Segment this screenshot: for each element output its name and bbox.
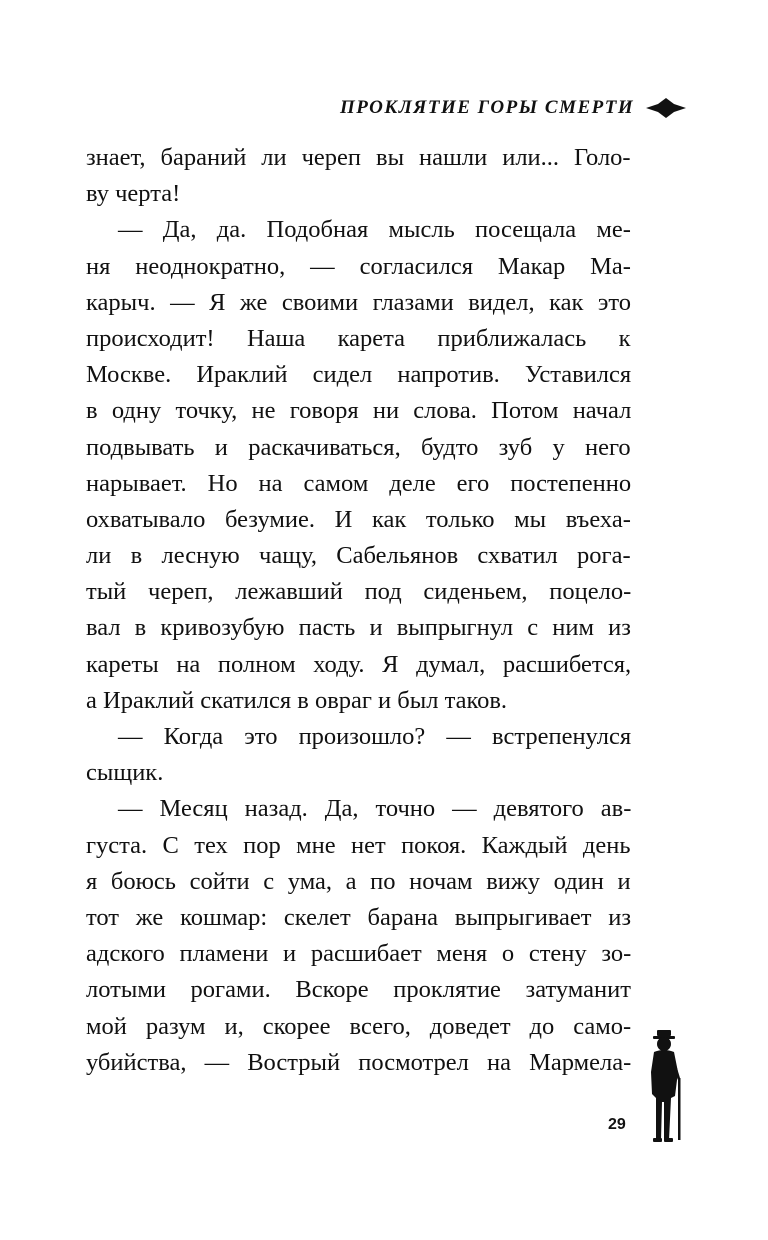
text-line: происходит! Наша карета приближалась к xyxy=(86,324,631,352)
text-line: густа. С тех пор мне нет покоя. Каждый день xyxy=(86,831,631,859)
body-text xyxy=(86,140,631,1081)
text-line: — Когда это произошло? — встрепенулся xyxy=(118,723,632,750)
text-line: убийства, — Вострый посмотрел на Мармела- xyxy=(86,1048,632,1076)
text-line: карыч. — Я же своими глазами видел, как это xyxy=(86,288,632,316)
text-line: лотыми рогами. Вскоре проклятие затуманит xyxy=(86,976,631,1004)
text-line: мой разум и, скорее всего, доведет до само- xyxy=(86,1012,632,1040)
text-line: вал в кривозубую пасть и выпрыгнул с ним из xyxy=(86,614,631,642)
text-line: тот же кошмар: скелет барана выпрыгивает из xyxy=(86,903,632,931)
text-line: тый череп, лежавший под сиденьем, поцело- xyxy=(86,578,632,606)
text-line: адского пламени и расшибает меня о стену зо- xyxy=(86,940,632,968)
text-line: ву черта! xyxy=(86,180,181,208)
page-number: 29 xyxy=(608,1116,626,1133)
diamond-ornament-icon xyxy=(644,97,688,119)
detective-silhouette-icon xyxy=(640,1028,690,1146)
text-line: а Ираклий скатился в овраг и был таков. xyxy=(86,686,508,714)
running-head xyxy=(340,92,700,124)
text-line: сыщик. xyxy=(86,759,164,787)
text-line: я боюсь сойти с ума, а по ночам вижу один и xyxy=(86,867,631,895)
text-line: кареты на полном ходу. Я думал, расшибется, xyxy=(86,650,632,678)
text-line: — Месяц назад. Да, точно — девятого ав- xyxy=(118,795,632,823)
text-line: Москве. Ираклий сидел напротив. Уставился xyxy=(86,361,632,389)
running-title: ПРОКЛЯТИЕ ГОРЫ СМЕРТИ xyxy=(340,97,635,118)
text-line: в одну точку, не говоря ни слова. Потом начал xyxy=(86,397,632,425)
text-line: нарывает. Но на самом деле его постепенно xyxy=(86,469,632,497)
text-line: подвывать и раскачиваться, будто зуб у него xyxy=(86,433,631,461)
text-line: — Да, да. Подобная мысль посещала ме- xyxy=(118,216,631,244)
text-line: ли в лесную чащу, Сабельянов схватил рога- xyxy=(86,542,631,570)
text-line: охватывало безумие. И как только мы въеха- xyxy=(86,505,631,533)
text-line: ня неоднократно, — согласился Макар Ма- xyxy=(86,252,631,280)
text-line: знает, бараний ли череп вы нашли или... Голо- xyxy=(86,144,631,171)
